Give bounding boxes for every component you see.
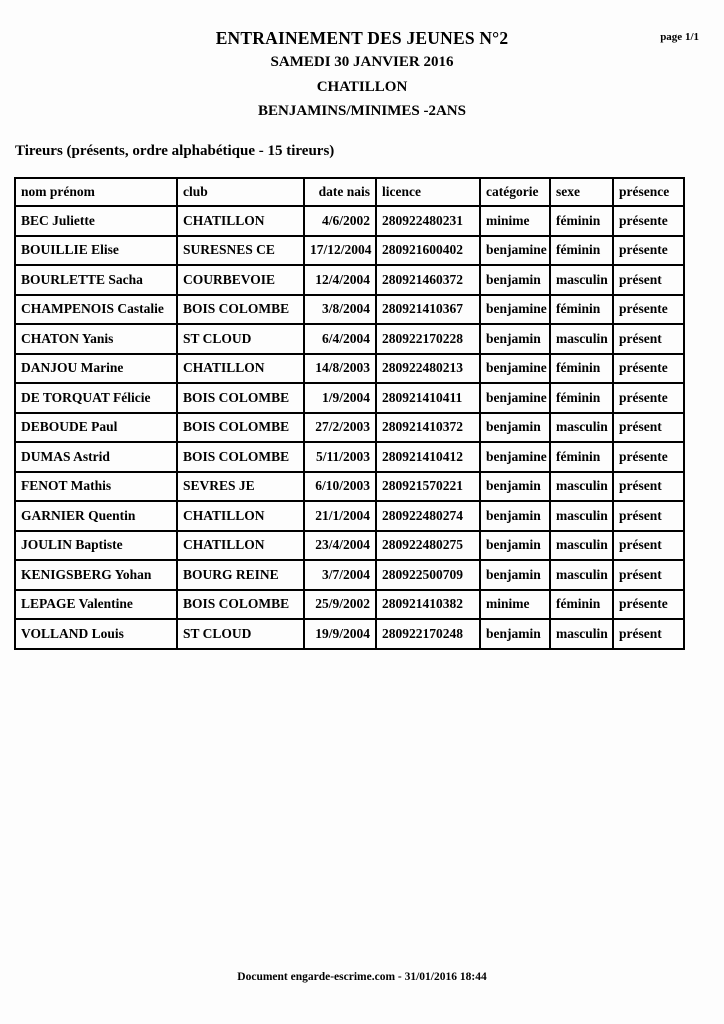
cell-presence: présent: [613, 560, 684, 590]
cell-name: BOUILLIE Elise: [15, 236, 177, 266]
cell-birthdate: 6/10/2003: [304, 472, 376, 502]
cell-licence: 280922170228: [376, 324, 480, 354]
cell-club: SURESNES CE: [177, 236, 304, 266]
cell-club: BOIS COLOMBE: [177, 413, 304, 443]
cell-presence: présente: [613, 590, 684, 620]
table-row: [15, 501, 684, 531]
table-row: [15, 619, 684, 649]
event-location: CHATILLON: [316, 78, 408, 95]
cell-presence: présent: [613, 265, 684, 295]
cell-licence: 280921410411: [376, 383, 480, 413]
cell-name: VOLLAND Louis: [15, 619, 177, 649]
cell-name: FENOT Mathis: [15, 472, 177, 502]
table-row: [15, 560, 684, 590]
cell-presence: présente: [613, 354, 684, 384]
table-row: [15, 472, 684, 502]
cell-category: benjamine: [480, 236, 550, 266]
cell-birthdate: 17/12/2004: [304, 236, 376, 266]
cell-category: benjamin: [480, 560, 550, 590]
table-row: [15, 442, 684, 472]
cell-sex: masculin: [550, 619, 613, 649]
table-row: [15, 236, 684, 266]
cell-name: BOURLETTE Sacha: [15, 265, 177, 295]
cell-name: DUMAS Astrid: [15, 442, 177, 472]
column-header-licence: licence: [376, 178, 480, 206]
title-block: [0, 26, 724, 124]
cell-birthdate: 19/9/2004: [304, 619, 376, 649]
cell-presence: présente: [613, 295, 684, 325]
table-row: [15, 590, 684, 620]
column-header-club: club: [177, 178, 304, 206]
cell-club: ST CLOUD: [177, 619, 304, 649]
cell-sex: masculin: [550, 501, 613, 531]
cell-club: CHATILLON: [177, 354, 304, 384]
cell-presence: présent: [613, 619, 684, 649]
cell-name: DANJOU Marine: [15, 354, 177, 384]
cell-presence: présent: [613, 531, 684, 561]
cell-licence: 280922480275: [376, 531, 480, 561]
cell-licence: 280922480231: [376, 206, 480, 236]
table-row: [15, 413, 684, 443]
table-row: [15, 265, 684, 295]
cell-club: BOIS COLOMBE: [177, 295, 304, 325]
cell-birthdate: 3/7/2004: [304, 560, 376, 590]
cell-birthdate: 21/1/2004: [304, 501, 376, 531]
column-header-presence: présence: [613, 178, 684, 206]
cell-birthdate: 4/6/2002: [304, 206, 376, 236]
cell-category: benjamin: [480, 265, 550, 295]
cell-category: benjamin: [480, 531, 550, 561]
table-row: [15, 324, 684, 354]
cell-birthdate: 6/4/2004: [304, 324, 376, 354]
cell-birthdate: 27/2/2003: [304, 413, 376, 443]
cell-presence: présent: [613, 501, 684, 531]
page-number-label: page 1/1: [660, 31, 699, 43]
cell-licence: 280921600402: [376, 236, 480, 266]
section-heading: Tireurs (présents, ordre alphabétique - 15 tireurs): [15, 143, 335, 159]
cell-presence: présente: [613, 236, 684, 266]
cell-club: CHATILLON: [177, 501, 304, 531]
attendance-table-body: [15, 206, 684, 649]
cell-presence: présent: [613, 413, 684, 443]
cell-sex: masculin: [550, 265, 613, 295]
cell-name: KENIGSBERG Yohan: [15, 560, 177, 590]
cell-sex: féminin: [550, 383, 613, 413]
column-header-birthdate: date nais: [304, 178, 376, 206]
cell-licence: 280921570221: [376, 472, 480, 502]
event-category: BENJAMINS/MINIMES -2ANS: [258, 103, 466, 119]
cell-category: benjamine: [480, 383, 550, 413]
cell-club: COURBEVOIE: [177, 265, 304, 295]
cell-club: BOIS COLOMBE: [177, 383, 304, 413]
cell-club: BOURG REINE: [177, 560, 304, 590]
cell-sex: masculin: [550, 413, 613, 443]
cell-sex: masculin: [550, 531, 613, 561]
table-header-row: [15, 178, 684, 206]
cell-presence: présent: [613, 472, 684, 502]
cell-sex: féminin: [550, 295, 613, 325]
document-title: ENTRAINEMENT DES JEUNES N°2: [215, 28, 509, 48]
column-header-category: catégorie: [480, 178, 550, 206]
table-row: [15, 354, 684, 384]
cell-name: LEPAGE Valentine: [15, 590, 177, 620]
table-row: [15, 531, 684, 561]
cell-category: minime: [480, 206, 550, 236]
cell-presence: présente: [613, 383, 684, 413]
cell-licence: 280922480274: [376, 501, 480, 531]
cell-name: BEC Juliette: [15, 206, 177, 236]
cell-category: benjamin: [480, 501, 550, 531]
table-row: [15, 383, 684, 413]
column-header-sex: sexe: [550, 178, 613, 206]
cell-birthdate: 12/4/2004: [304, 265, 376, 295]
cell-licence: 280922500709: [376, 560, 480, 590]
cell-club: SEVRES JE: [177, 472, 304, 502]
cell-category: benjamin: [480, 413, 550, 443]
cell-sex: féminin: [550, 354, 613, 384]
cell-category: benjamin: [480, 324, 550, 354]
cell-sex: masculin: [550, 324, 613, 354]
cell-category: benjamine: [480, 295, 550, 325]
cell-licence: 280921410367: [376, 295, 480, 325]
cell-sex: féminin: [550, 236, 613, 266]
cell-sex: masculin: [550, 472, 613, 502]
cell-category: benjamine: [480, 442, 550, 472]
column-header-name: nom prénom: [15, 178, 177, 206]
cell-licence: 280921410412: [376, 442, 480, 472]
cell-birthdate: 14/8/2003: [304, 354, 376, 384]
cell-licence: 280922170248: [376, 619, 480, 649]
cell-licence: 280921460372: [376, 265, 480, 295]
cell-name: CHATON Yanis: [15, 324, 177, 354]
cell-sex: masculin: [550, 560, 613, 590]
cell-club: ST CLOUD: [177, 324, 304, 354]
cell-name: JOULIN Baptiste: [15, 531, 177, 561]
table-row: [15, 206, 684, 236]
cell-licence: 280921410382: [376, 590, 480, 620]
cell-club: BOIS COLOMBE: [177, 590, 304, 620]
cell-club: CHATILLON: [177, 531, 304, 561]
cell-birthdate: 3/8/2004: [304, 295, 376, 325]
cell-birthdate: 5/11/2003: [304, 442, 376, 472]
cell-licence: 280922480213: [376, 354, 480, 384]
cell-category: benjamin: [480, 472, 550, 502]
event-date: SAMEDI 30 JANVIER 2016: [270, 54, 454, 70]
cell-club: CHATILLON: [177, 206, 304, 236]
cell-sex: féminin: [550, 206, 613, 236]
cell-licence: 280921410372: [376, 413, 480, 443]
cell-sex: féminin: [550, 442, 613, 472]
cell-category: minime: [480, 590, 550, 620]
cell-presence: présente: [613, 442, 684, 472]
cell-club: BOIS COLOMBE: [177, 442, 304, 472]
cell-sex: féminin: [550, 590, 613, 620]
cell-name: DE TORQUAT Félicie: [15, 383, 177, 413]
cell-name: DEBOUDE Paul: [15, 413, 177, 443]
cell-category: benjamine: [480, 354, 550, 384]
cell-birthdate: 1/9/2004: [304, 383, 376, 413]
cell-name: GARNIER Quentin: [15, 501, 177, 531]
table-row: [15, 295, 684, 325]
cell-birthdate: 23/4/2004: [304, 531, 376, 561]
cell-presence: présent: [613, 324, 684, 354]
document-footer: Document engarde-escrime.com - 31/01/2016 18:44: [237, 971, 487, 983]
cell-category: benjamin: [480, 619, 550, 649]
cell-name: CHAMPENOIS Castalie: [15, 295, 177, 325]
attendance-table: [14, 177, 685, 650]
cell-presence: présente: [613, 206, 684, 236]
cell-birthdate: 25/9/2002: [304, 590, 376, 620]
